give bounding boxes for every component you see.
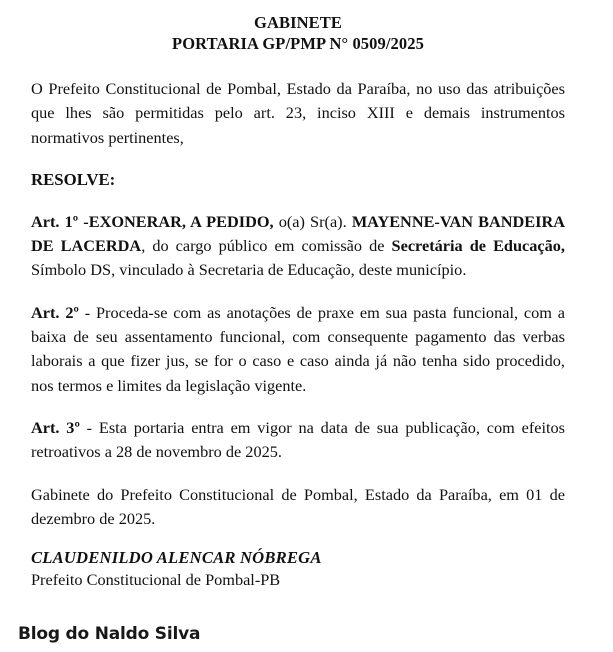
closing-paragraph: Gabinete do Prefeito Constitucional de Pombal, Estado da Paraíba, em 01 de dezembro de 2025. bbox=[31, 484, 565, 528]
spacer-before-art-3 bbox=[31, 398, 565, 416]
text-run: Símbolo DS, vinculado à Secretaria de Educação, deste município. bbox=[31, 260, 467, 280]
signature-name: CLAUDENILDO ALENCAR NÓBREGA bbox=[31, 548, 322, 568]
emphasis-run: - bbox=[78, 211, 89, 231]
article-3-paragraph bbox=[31, 416, 565, 465]
emphasis-run: MAYENNE-VAN BANDEIRA DE LACERDA bbox=[31, 211, 566, 256]
text-run: - Proceda-se com as anotações de praxe em sua pasta funcional, com a baixa de seu assentamento funcional, com consequente pagamento das verbas laborais a que fizer jus, se for o caso e caso ainda já não tenha sido procedido, nos termos e limites da legislação vigente. bbox=[31, 302, 566, 395]
emphasis-run: Art. 3º bbox=[31, 417, 80, 437]
emphasis-run: Art. 1º bbox=[31, 211, 79, 231]
resolve-label: RESOLVE: bbox=[31, 169, 116, 189]
spacer-before-resolve bbox=[31, 150, 565, 168]
document-title: GABINETE bbox=[254, 13, 342, 32]
article-1-paragraph bbox=[31, 210, 565, 283]
document-subtitle: PORTARIA GP/PMP N° 0509/2025 bbox=[172, 34, 424, 53]
article-2-paragraph bbox=[31, 301, 565, 398]
text-run: , do cargo público em comissão de bbox=[141, 236, 392, 256]
emphasis-run: Secretária de Educação, bbox=[391, 236, 565, 256]
emphasis-run: EXONERAR, A PEDIDO, bbox=[88, 211, 274, 231]
text-run: - Esta portaria entra em vigor na data de sua publicação, com efeitos retroativos a 28 de novembro de 2025. bbox=[31, 417, 566, 462]
spacer-before-art-1 bbox=[31, 192, 565, 210]
spacer-before-art-2 bbox=[31, 283, 565, 301]
spacer-after-header bbox=[31, 56, 565, 77]
spacer-before-closing bbox=[31, 465, 565, 483]
emphasis-run: Art. 2º bbox=[31, 302, 79, 322]
preamble-paragraph: O Prefeito Constitucional de Pombal, Estado da Paraíba, no uso das atribuições que lhes são permitidas pelo art. 23, inciso XIII e demais instrumentos normativos pertinentes, bbox=[31, 79, 565, 147]
spacer-before-signature bbox=[31, 531, 565, 547]
footer-watermark: Blog do Naldo Silva bbox=[18, 624, 201, 644]
text-run: o(a) Sr(a). bbox=[273, 211, 352, 231]
signature-role: Prefeito Constitucional de Pombal-PB bbox=[31, 570, 281, 590]
